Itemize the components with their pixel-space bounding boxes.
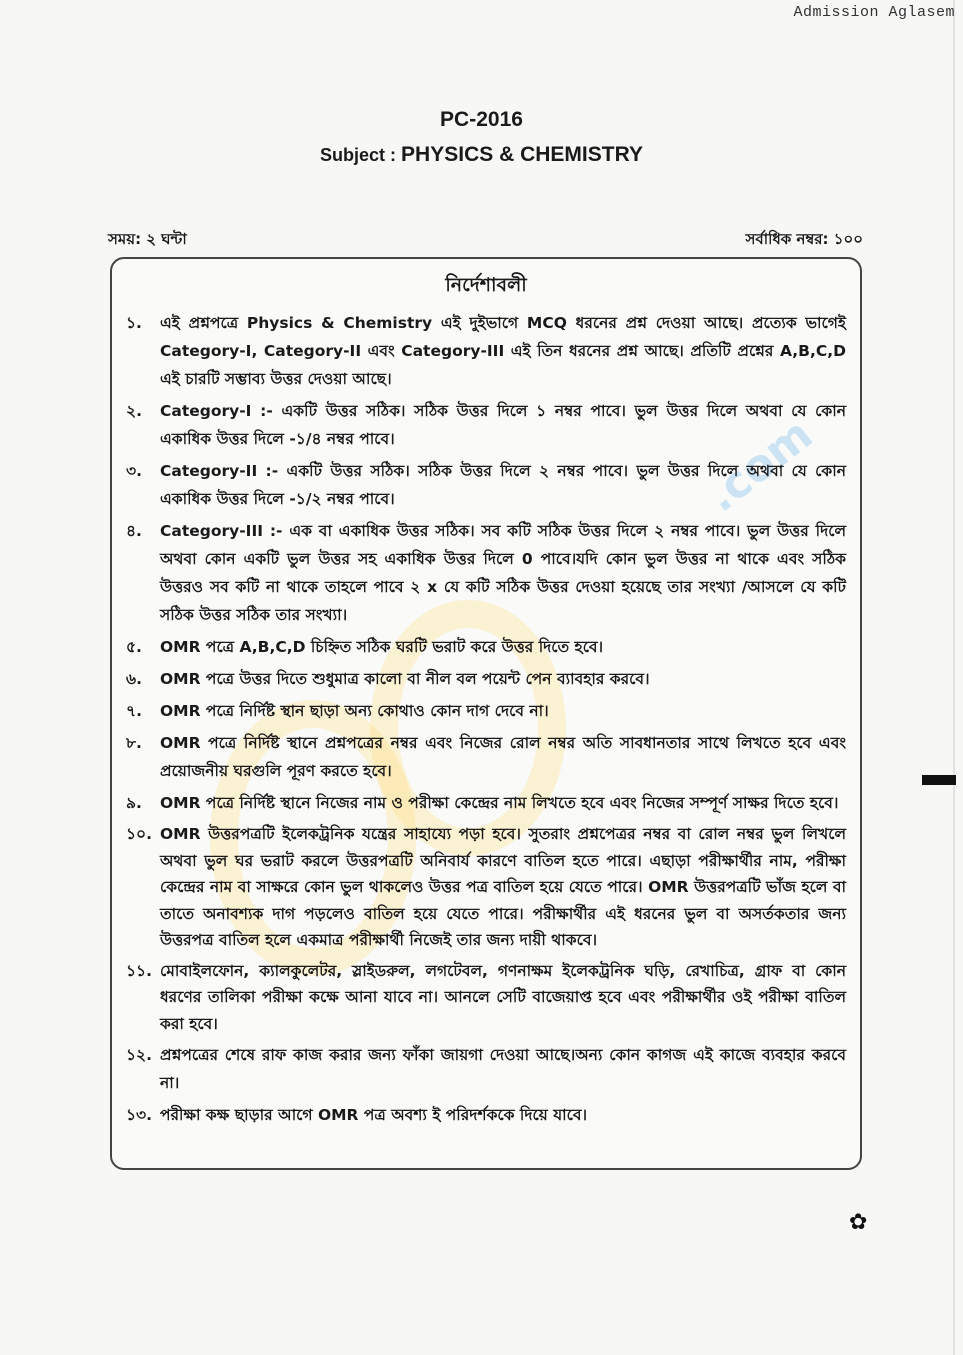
- watermark-site-text: .com: [696, 408, 822, 523]
- instruction-item: [126, 1101, 846, 1129]
- instruction-item: [126, 457, 846, 513]
- watermark-label: Admission Aglasem: [793, 4, 955, 21]
- instruction-number: ৬.: [126, 670, 142, 688]
- scan-edge-mark: [922, 775, 956, 785]
- flower-icon: ✿: [849, 1210, 868, 1235]
- instruction-text: OMR পত্রে উত্তর দিতে শুধুমাত্র কালো বা নীল বল পয়েন্ট পেন ব্যাবহার করবে।: [160, 670, 650, 688]
- instruction-number: ৮.: [126, 734, 142, 752]
- instruction-number: ৫.: [126, 638, 142, 656]
- instruction-text: OMR পত্রে A,B,C,D চিহ্নিত সঠিক ঘরটি ভরাট করে উত্তর দিতে হবে।: [160, 638, 604, 656]
- instruction-number: ১১.: [126, 961, 153, 980]
- instructions-list: [126, 309, 846, 1133]
- instruction-number: ১.: [126, 314, 142, 332]
- instruction-text: Category-II :- একটি উত্তর সঠিক। সঠিক উত্তর দিলে ২ নম্বর পাবে। ভুল উত্তর দিলে অথবা যে কোন একাধিক উত্তর দিলে -১/২ নম্বর পাবে।: [160, 462, 846, 508]
- instructions-title: নির্দেশাবলী: [445, 274, 527, 296]
- instruction-text: এই প্রশ্নপত্রে Physics & Chemistry এই দুইভাগে MCQ ধরনের প্রশ্ন দেওয়া আছে। প্রত্যেক ভাগেই Category-I, Category-II এবং Category-III এই তিন ধরনের প্রশ্ন আছে। প্রতিটি প্রশ্নের A,B,C,D এই চারটি সম্ভাব্য উত্তর দেওয়া আছে।: [160, 314, 846, 388]
- instruction-text: Category-I :- একটি উত্তর সঠিক। সঠিক উত্তর দিলে ১ নম্বর পাবে। ভুল উত্তর দিলে অথবা যে কোন একাধিক উত্তর দিলে -১/৪ নম্বর পাবে।: [160, 402, 846, 448]
- instruction-text: প্রশ্নপত্রের শেষে রাফ কাজ করার জন্য ফাঁকা জায়গা দেওয়া আছে।অন্য কোন কাগজ এই কাজে ব্যবহার করবে না।: [160, 1046, 846, 1092]
- instructions-box: [110, 257, 862, 1170]
- instruction-item: [126, 789, 846, 817]
- subject-heading: [0, 143, 963, 167]
- instruction-number: ১০.: [126, 825, 153, 843]
- instruction-text: OMR পত্রে নির্দিষ্ট স্থান ছাড়া অন্য কোথাও কোন দাগ দেবে না।: [160, 702, 549, 720]
- instruction-number: ৪.: [126, 522, 142, 540]
- instruction-number: ৩.: [126, 462, 142, 480]
- instruction-number: ১৩.: [126, 1106, 153, 1124]
- instruction-text: Category-III :- এক বা একাধিক উত্তর সঠিক। সব কটি সঠিক উত্তর দিলে ২ নম্বর পাবে। ভুল উত্তর দিলে অথবা কোন একটি ভুল উত্তর সহ একাধিক উত্তর দিলে 0 পাবে।যদি কোন ভুল উত্তর না থাকে এবং সঠিক উত্তরও সব কটি না থাকে তাহলে পাবে ২ x যে কটি সঠিক উত্তর দেওয়া হয়েছে তার সংখ্যা /আসলে যে কটি সঠিক উত্তর সঠিক তার সংখ্যা।: [160, 522, 846, 624]
- instruction-text: OMR উত্তরপত্রটি ইলেকট্রনিক যন্ত্রের সাহায্যে পড়া হবে। সুতরাং প্রশ্নপেত্রর নম্বর বা রোল নম্বর ভুল লিখলে অথবা ভুল ঘর ভরাট করলে উত্তরপত্রটি অনিবার্য কারণে বাতিল হতে পারে। এছাড়া পরীক্ষার্থীর নাম, পরীক্ষা কেন্দ্রের নাম বা সাক্ষরে কোন ভুল থাকলেও উত্তর পত্র বাতিল হয়ে যেতে পারে। OMR উত্তরপত্রটি ভাঁজ হলে বা তাতে অনাবশ্যক দাগ পড়লেও বাতিল হয়ে যেতে পারে। পরীক্ষার্থীর এই ধরনের ভুল বা অসর্তকতার জন্য উত্তরপত্র বাতিল হলে একমাত্র পরীক্ষার্থী নিজেই তার জন্য দায়ী থাকবে।: [160, 825, 846, 949]
- instruction-item: [126, 821, 846, 954]
- paper-code: PC-2016: [440, 108, 523, 131]
- instruction-number: ১২.: [126, 1046, 153, 1064]
- instruction-number: ৭.: [126, 702, 142, 720]
- instruction-item: [126, 1041, 846, 1097]
- instruction-number: ২.: [126, 402, 142, 420]
- instruction-text: OMR পত্রে নির্দিষ্ট স্থানে প্রশ্নপত্রের নম্বর এবং নিজের রোল নম্বর অতি সাবধানতার সাথে লিখতে হবে এবং প্রয়োজনীয় ঘরগুলি পূরণ করতে হবে।: [160, 734, 846, 780]
- instruction-item: [126, 958, 846, 1038]
- subject-label: Subject :: [320, 145, 402, 165]
- subject-name: PHYSICS & CHEMISTRY: [401, 143, 643, 166]
- exam-duration: সময়: ২ ঘন্টা: [108, 230, 187, 248]
- scan-edge-line: [953, 0, 955, 1355]
- max-marks: সর্বাধিক নম্বর: ১০০: [745, 230, 863, 248]
- instruction-item: [126, 309, 846, 393]
- instruction-text: পরীক্ষা কক্ষ ছাড়ার আগে OMR পত্র অবশ্য ই পরিদর্শককে দিয়ে যাবে।: [160, 1106, 588, 1124]
- instruction-item: [126, 697, 846, 725]
- instruction-text: OMR পত্রে নির্দিষ্ট স্থানে নিজের নাম ও পরীক্ষা কেন্দ্রের নাম লিখতে হবে এবং নিজের সম্পূর্ণ সাক্ষর দিতে হবে।: [160, 794, 839, 812]
- instruction-item: [126, 397, 846, 453]
- instruction-item: [126, 665, 846, 693]
- instruction-item: [126, 729, 846, 785]
- instruction-number: ৯.: [126, 794, 142, 812]
- instruction-item: [126, 633, 846, 661]
- instruction-text: মোবাইলফোন, ক্যালকুলেটর, স্লাইডরুল, লগটেবল, গণনাক্ষম ইলেকট্রনিক ঘড়ি, রেখাচিত্র, গ্রাফ বা কোন ধরণের তালিকা পরীক্ষা কক্ষে আনা যাবে না। আনলে সেটি বাজেয়াপ্ত হবে এবং পরীক্ষার্থীর ওই পরীক্ষা বাতিল করা হবে।: [160, 961, 846, 1033]
- instruction-item: [126, 517, 846, 629]
